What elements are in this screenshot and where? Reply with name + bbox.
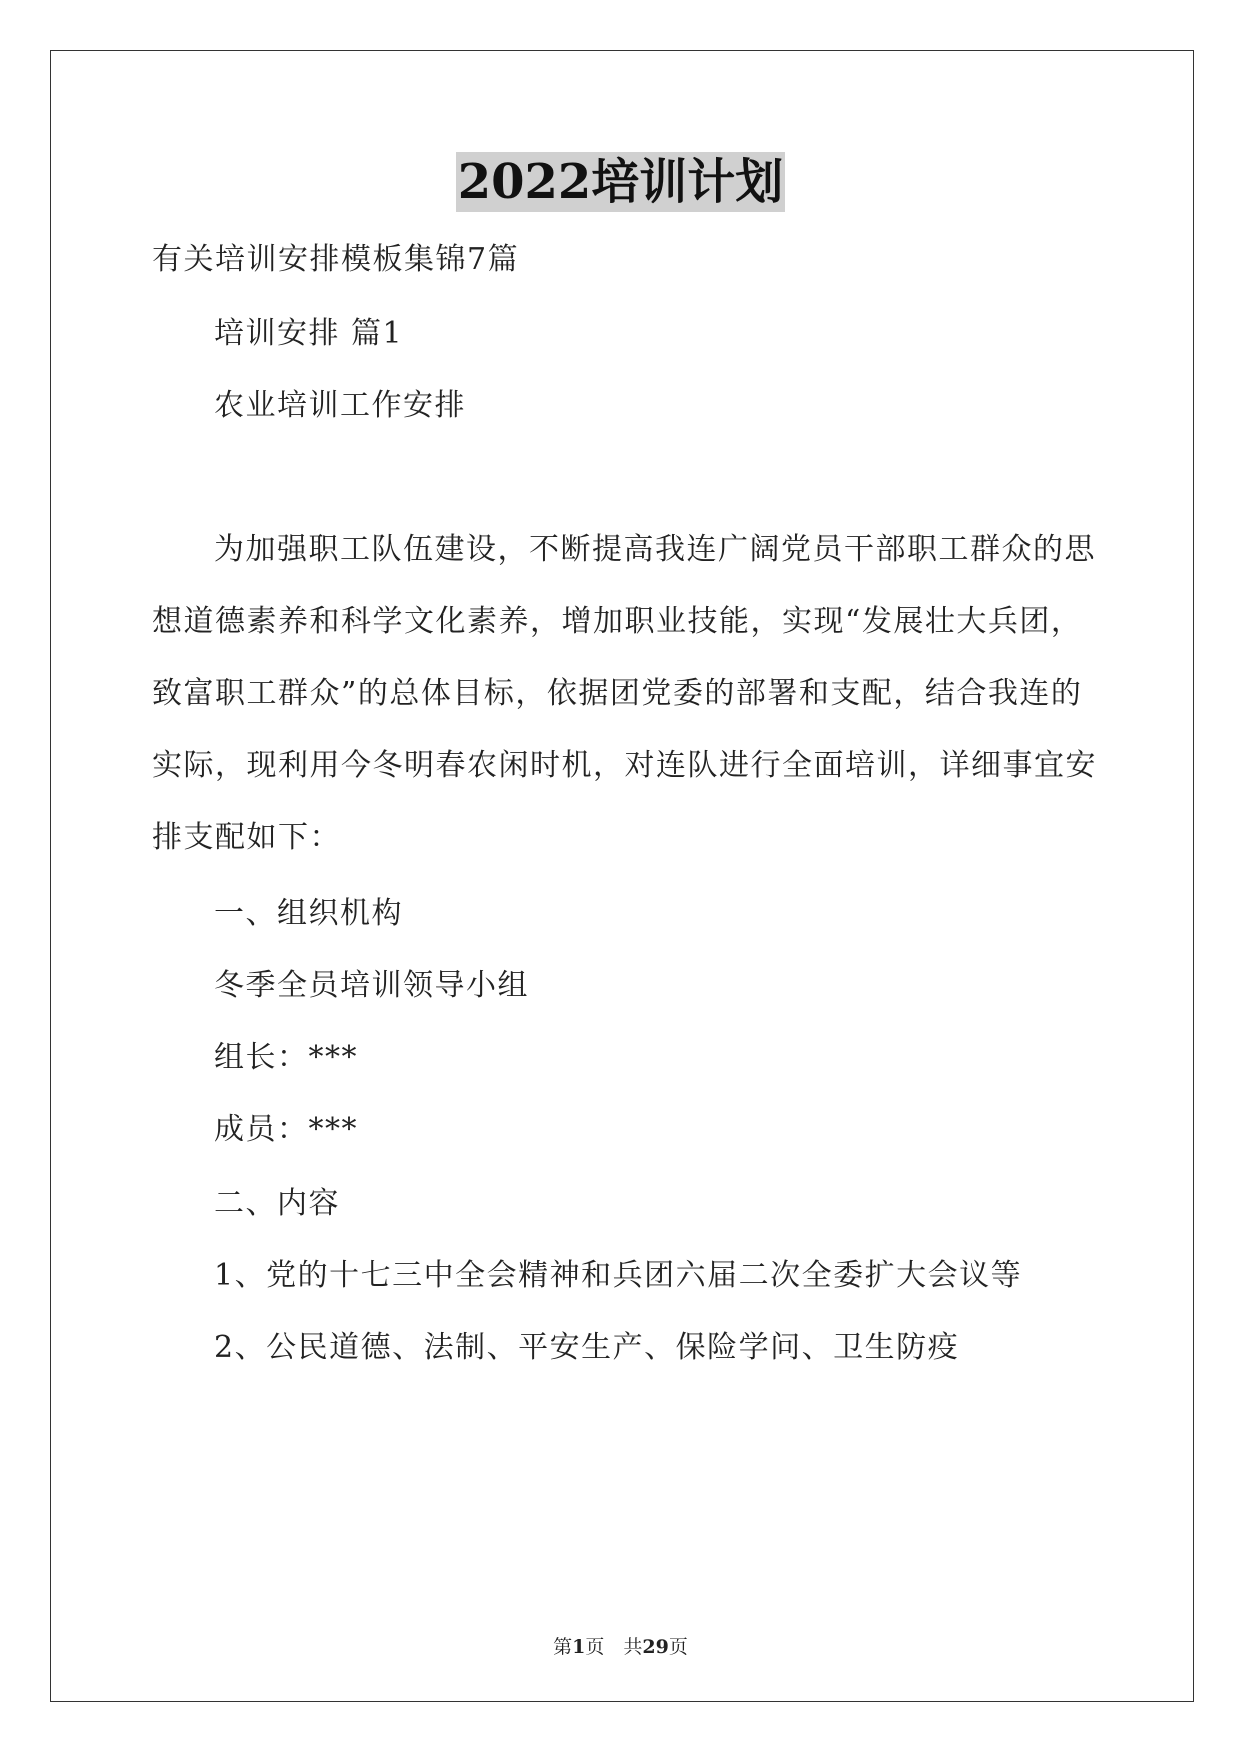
footer-page-number: 1 (572, 1636, 586, 1658)
list-item: 1、党的十七三中全会精神和兵团六届二次全委扩大会议等 (214, 1258, 1023, 1293)
footer-mid: 页 共 (585, 1636, 643, 1658)
article-title: 农业培训工作安排 (214, 388, 466, 423)
paragraph-line: 实际，现利用今冬明春农闲时机，对连队进行全面培训，详细事宜安 (152, 748, 1097, 783)
list-item: 组长：*** (214, 1040, 358, 1075)
list-item: 二、内容 (214, 1186, 340, 1221)
paragraph-line: 致富职工群众”的总体目标，依据团党委的部署和支配，结合我连的 (152, 676, 1083, 711)
document-title (0, 152, 1241, 212)
paragraph-line: 排支配如下： (152, 820, 341, 855)
list-item: 冬季全员培训领导小组 (214, 968, 529, 1003)
paragraph-line: 为加强职工队伍建设，不断提高我连广阔党员干部职工群众的思 (214, 532, 1096, 567)
footer-suffix: 页 (668, 1636, 688, 1658)
list-item: 成员：*** (214, 1112, 358, 1147)
section-heading: 培训安排 篇1 (214, 316, 404, 351)
page-footer (0, 1632, 1241, 1659)
document-title-text: 2022培训计划 (457, 154, 784, 210)
list-item: 一、组织机构 (214, 896, 403, 931)
document-subtitle: 有关培训安排模板集锦7篇 (152, 242, 520, 277)
paragraph-line: 想道德素养和科学文化素养，增加职业技能，实现“发展壮大兵团， (152, 604, 1083, 639)
footer-prefix: 第 (553, 1636, 573, 1658)
list-item: 2、公民道德、法制、平安生产、保险学问、卫生防疫 (214, 1330, 960, 1365)
page-border (50, 50, 1194, 1702)
footer-total-pages: 29 (642, 1636, 669, 1658)
